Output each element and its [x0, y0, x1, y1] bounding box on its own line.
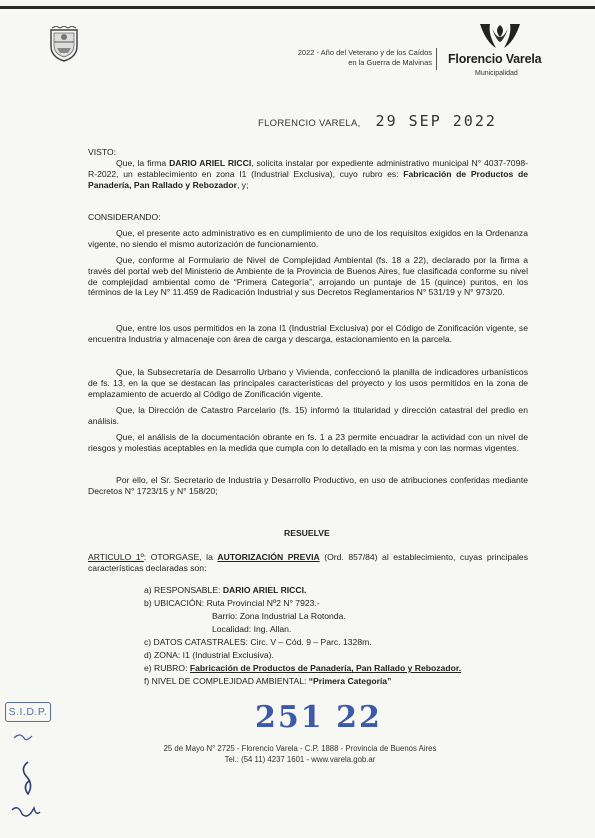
florencio-varela-logo-icon: [476, 22, 524, 50]
top-border: [0, 6, 595, 9]
item-a: [144, 584, 461, 597]
footer-address: 25 de Mayo N° 2725 - Florencio Varela - C.P. 1888 - Provincia de Buenos Aires: [163, 744, 437, 753]
item-f-label: f) NIVEL DE COMPLEJIDAD AMBIENTAL:: [144, 676, 309, 686]
considerando-p2: Que, conforme al Formulario de Nivel de Complejidad Ambiental (fs. 18 a 22), declarado por la firma a través del portal web del Ministerio de Ambiente de la Provincia de Buenos Aires, fue clasificada conforme su nivel de complejidad ambiental como de “Primera Categoría”, arrojando un puntaje de 15 (quince) puntos, en los términos de la Ley N° 11.459 de Radicación Industrial y sus Decretos Reglamentarios N° 531/19 y N° 973/20.: [88, 255, 528, 298]
considerando-p3: Que, entre los usos permitidos en la zona I1 (Industrial Exclusiva) por el Código de Zonificación vigente, se encuentra Industria y almacenaje con área de carga y descarga, estacionamiento en la parcela.: [88, 323, 528, 344]
considerando-p1: Que, el presente acto administrativo es en cumplimiento de uno de los requisitos exigidos en la Ordenanza vigente, no siendo el mismo autorización de funcionamiento.: [88, 228, 528, 249]
considerando-heading: CONSIDERANDO:: [88, 212, 161, 222]
header-divider: [436, 48, 437, 70]
footer: [90, 744, 510, 765]
handwritten-resolution-number: 251 22: [255, 700, 382, 735]
visto-text-a: Que, la firma: [116, 158, 170, 168]
visto-firm-name: DARIO ARIEL RICCI: [169, 158, 252, 168]
sidp-stamp: S.I.D.P.: [5, 702, 51, 722]
date-stamp: 29 SEP 2022: [375, 112, 497, 130]
considerando-p5: Que, la Dirección de Catastro Parcelario (fs. 15) informó la titularidad y dirección catastral del predio en análisis.: [88, 405, 528, 426]
visto-paragraph: [88, 158, 528, 190]
visto-text-c: , solicita instalar por expediente administrativo municipal N° 4037-7098-R-2022, un establecimiento en zona I1 (Industrial Exclusiva), cuyo rubro es:: [88, 158, 528, 179]
municipal-crest-icon: [48, 26, 80, 62]
resuelve-heading: RESUELVE: [284, 528, 330, 538]
article-label: ARTICULO 1º: [88, 552, 144, 562]
logo-name: Florencio Varela: [448, 52, 542, 66]
header-motto: [222, 48, 432, 68]
item-b-value: Ruta Provincial Nº2 N° 7923.-: [206, 598, 320, 608]
item-b-barrio: Barrio: Zona Industrial La Rotonda.: [212, 611, 346, 621]
item-d: d) ZONA: I1 (Industrial Exclusiva).: [144, 650, 274, 660]
place: FLORENCIO VARELA,: [258, 118, 361, 129]
item-f-value: “Primera Categoría”: [308, 676, 392, 686]
footer-contact: Tel.: (54 11) 4237 1601 - www.varela.gob.ar: [224, 754, 376, 764]
handwritten-signature-icon: [6, 724, 50, 828]
item-a-label: a) RESPONSABLE:: [144, 585, 223, 595]
article-text-a: : OTORGASE, la: [143, 552, 218, 562]
item-a-value: DARIO ARIEL RICCI.: [222, 585, 307, 595]
considerando-p7: Por ello, el Sr. Secretario de Industria y Desarrollo Productivo, en uso de atribuciones conferidas mediante Decretos N° 1723/15 y N° 158/20;: [88, 475, 528, 496]
visto-text-e: , y;: [237, 179, 249, 190]
article-1: [88, 552, 528, 574]
visto-rubro: Fabricación de Productos de Panadería, Pan Rallado y Rebozador: [88, 168, 528, 190]
article-autorizacion: AUTORIZACIÓN PREVIA: [217, 552, 320, 562]
considerando-p6: Que, el análisis de la documentación obrante en fs. 1 a 23 permite encuadrar la actividad con un nivel de riesgos y molestias aceptables en la medida que cumpla con lo detallado en la misma y con las normas vigentes.: [88, 432, 528, 453]
item-f: [144, 675, 461, 688]
item-c: c) DATOS CATASTRALES: Circ. V – Cód. 9 – Parc. 1328m.: [144, 637, 372, 647]
considerando-p4: Que, la Subsecretaría de Desarrollo Urbano y Vivienda, confeccionó la planilla de indicadores urbanísticos de fs. 13, en la que se destacan las principales características del proyecto y los usos permitidos en la zona de emplazamiento de acuerdo al Código de Zonificación vigente.: [88, 367, 528, 399]
logo-subtitle: Municipalidad: [475, 70, 518, 77]
item-b: [144, 597, 461, 610]
item-e-label: e) RUBRO:: [144, 663, 190, 673]
item-b-label: b) UBICACIÓN:: [144, 598, 207, 608]
motto-line-2: en la Guerra de Malvinas: [348, 58, 432, 67]
item-e-value: Fabricación de Productos de Panadería, Pan Rallado y Rebozador.: [189, 663, 462, 673]
article-text-c: (Ord. 857/84) al establecimiento, cuyas principales características declaradas son:: [88, 552, 528, 573]
visto-heading: VISTO:: [88, 147, 117, 157]
motto-line-1: 2022 - Año del Veterano y de los Caídos: [297, 48, 432, 57]
characteristics-list: [144, 584, 461, 688]
item-e: [144, 662, 461, 675]
place-date: [258, 112, 497, 130]
item-b-localidad: Localidad: Ing. Allan.: [212, 624, 292, 634]
